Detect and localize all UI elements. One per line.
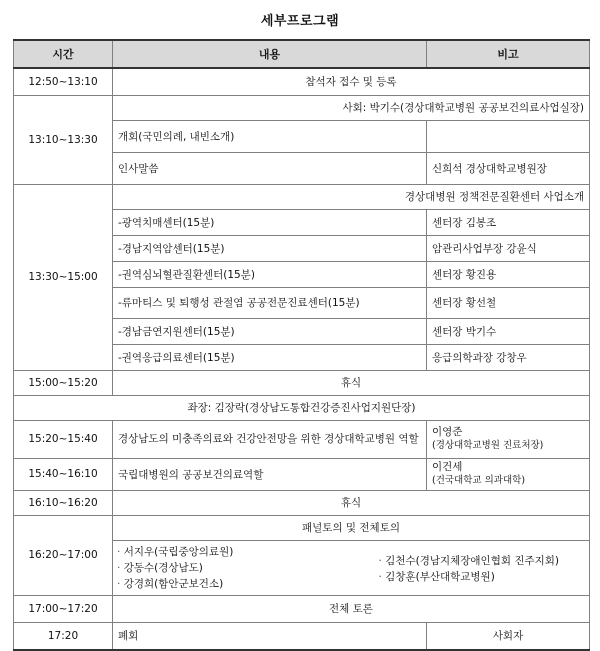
schedule-table xyxy=(13,39,590,651)
time-cell: 16:10~16:20 xyxy=(14,490,113,515)
content-cell: 폐회 xyxy=(113,622,427,650)
table-row xyxy=(14,490,590,515)
time-cell: 16:20~17:00 xyxy=(14,515,113,595)
center-name: -권역심뇌혈관질환센터(15분) xyxy=(113,261,427,287)
time-cell: 13:10~13:30 xyxy=(14,95,113,184)
time-cell: 15:40~16:10 xyxy=(14,458,113,490)
panel-list xyxy=(113,540,590,595)
page-title: 세부프로그램 xyxy=(260,14,340,29)
time-cell: 12:50~13:10 xyxy=(14,68,113,95)
table-row xyxy=(14,370,590,395)
speaker-name: 이건세 xyxy=(432,461,463,473)
panel-list-left xyxy=(117,544,233,592)
center-name: -류마티스 및 퇴행성 관절염 공공전문진료센터(15분) xyxy=(113,287,427,318)
moderator-cell: 사회: 박기수(경상대학교병원 공공보건의료사업실장) xyxy=(113,95,590,120)
content-cell: 휴식 xyxy=(113,490,590,515)
header-note: 비고 xyxy=(427,40,590,68)
header-content: 내용 xyxy=(113,40,427,68)
content-cell: 참석자 접수 및 등록 xyxy=(113,68,590,95)
content-cell: 국립대병원의 공공보건의료역할 xyxy=(113,458,427,490)
panelist: · 서지우(국립중앙의료원) xyxy=(117,544,233,560)
speaker-affiliation: (건국대학교 의과대학) xyxy=(432,475,526,486)
table-row xyxy=(14,420,590,458)
table-row xyxy=(14,622,590,650)
note-cell: 응급의학과장 강창우 xyxy=(427,344,590,370)
table-row xyxy=(14,184,590,209)
panelist: · 강동수(경상남도) xyxy=(117,560,233,576)
speaker-affiliation: (경상대학교병원 진료처장) xyxy=(432,440,544,451)
center-name: -권역응급의료센터(15분) xyxy=(113,344,427,370)
table-row xyxy=(14,595,590,622)
content-cell: 경상남도의 미충족의료와 건강안전망을 위한 경상대학교병원 역할 xyxy=(113,420,427,458)
note-cell: 사회자 xyxy=(427,622,590,650)
time-cell: 17:00~17:20 xyxy=(14,595,113,622)
center-name: -경남금연지원센터(15분) xyxy=(113,318,427,344)
content-cell: 전체 토론 xyxy=(113,595,590,622)
section-heading: 패널토의 및 전체토의 xyxy=(113,515,590,540)
note-cell xyxy=(427,120,590,152)
time-cell: 15:00~15:20 xyxy=(14,370,113,395)
center-name: -광역치매센터(15분) xyxy=(113,209,427,235)
content-cell: 개회(국민의례, 내빈소개) xyxy=(113,120,427,152)
table-row xyxy=(14,515,590,540)
table-row xyxy=(14,95,590,120)
panelist: · 김창훈(부산대학교병원) xyxy=(378,569,559,585)
note-cell: 센터장 황선철 xyxy=(427,287,590,318)
speaker-name: 이영준 xyxy=(432,426,463,438)
note-cell: 센터장 황진용 xyxy=(427,261,590,287)
section-heading: 경상대병원 정책전문질환센터 사업소개 xyxy=(113,184,590,209)
content-cell: 인사말씀 xyxy=(113,152,427,184)
table-row xyxy=(14,458,590,490)
note-cell xyxy=(427,458,590,490)
content-cell: 휴식 xyxy=(113,370,590,395)
header-row xyxy=(14,40,590,68)
note-cell: 센터장 박기수 xyxy=(427,318,590,344)
note-cell: 신희석 경상대학교병원장 xyxy=(427,152,590,184)
note-cell: 센터장 김봉조 xyxy=(427,209,590,235)
time-cell: 13:30~15:00 xyxy=(14,184,113,370)
note-cell xyxy=(427,420,590,458)
time-cell: 15:20~15:40 xyxy=(14,420,113,458)
header-time: 시간 xyxy=(14,40,113,68)
chair-cell: 좌장: 김장락(경상남도통합건강증진사업지원단장) xyxy=(14,395,590,420)
table-row xyxy=(14,68,590,95)
time-cell: 17:20 xyxy=(14,622,113,650)
panel-list-right xyxy=(378,544,559,592)
panelist: · 강경희(함안군보건소) xyxy=(117,576,233,592)
panelist: · 김천수(경남지체장애인협회 진주지회) xyxy=(378,553,559,569)
center-name: -경남지역암센터(15분) xyxy=(113,235,427,261)
note-cell: 암관리사업부장 강윤식 xyxy=(427,235,590,261)
table-row xyxy=(14,395,590,420)
